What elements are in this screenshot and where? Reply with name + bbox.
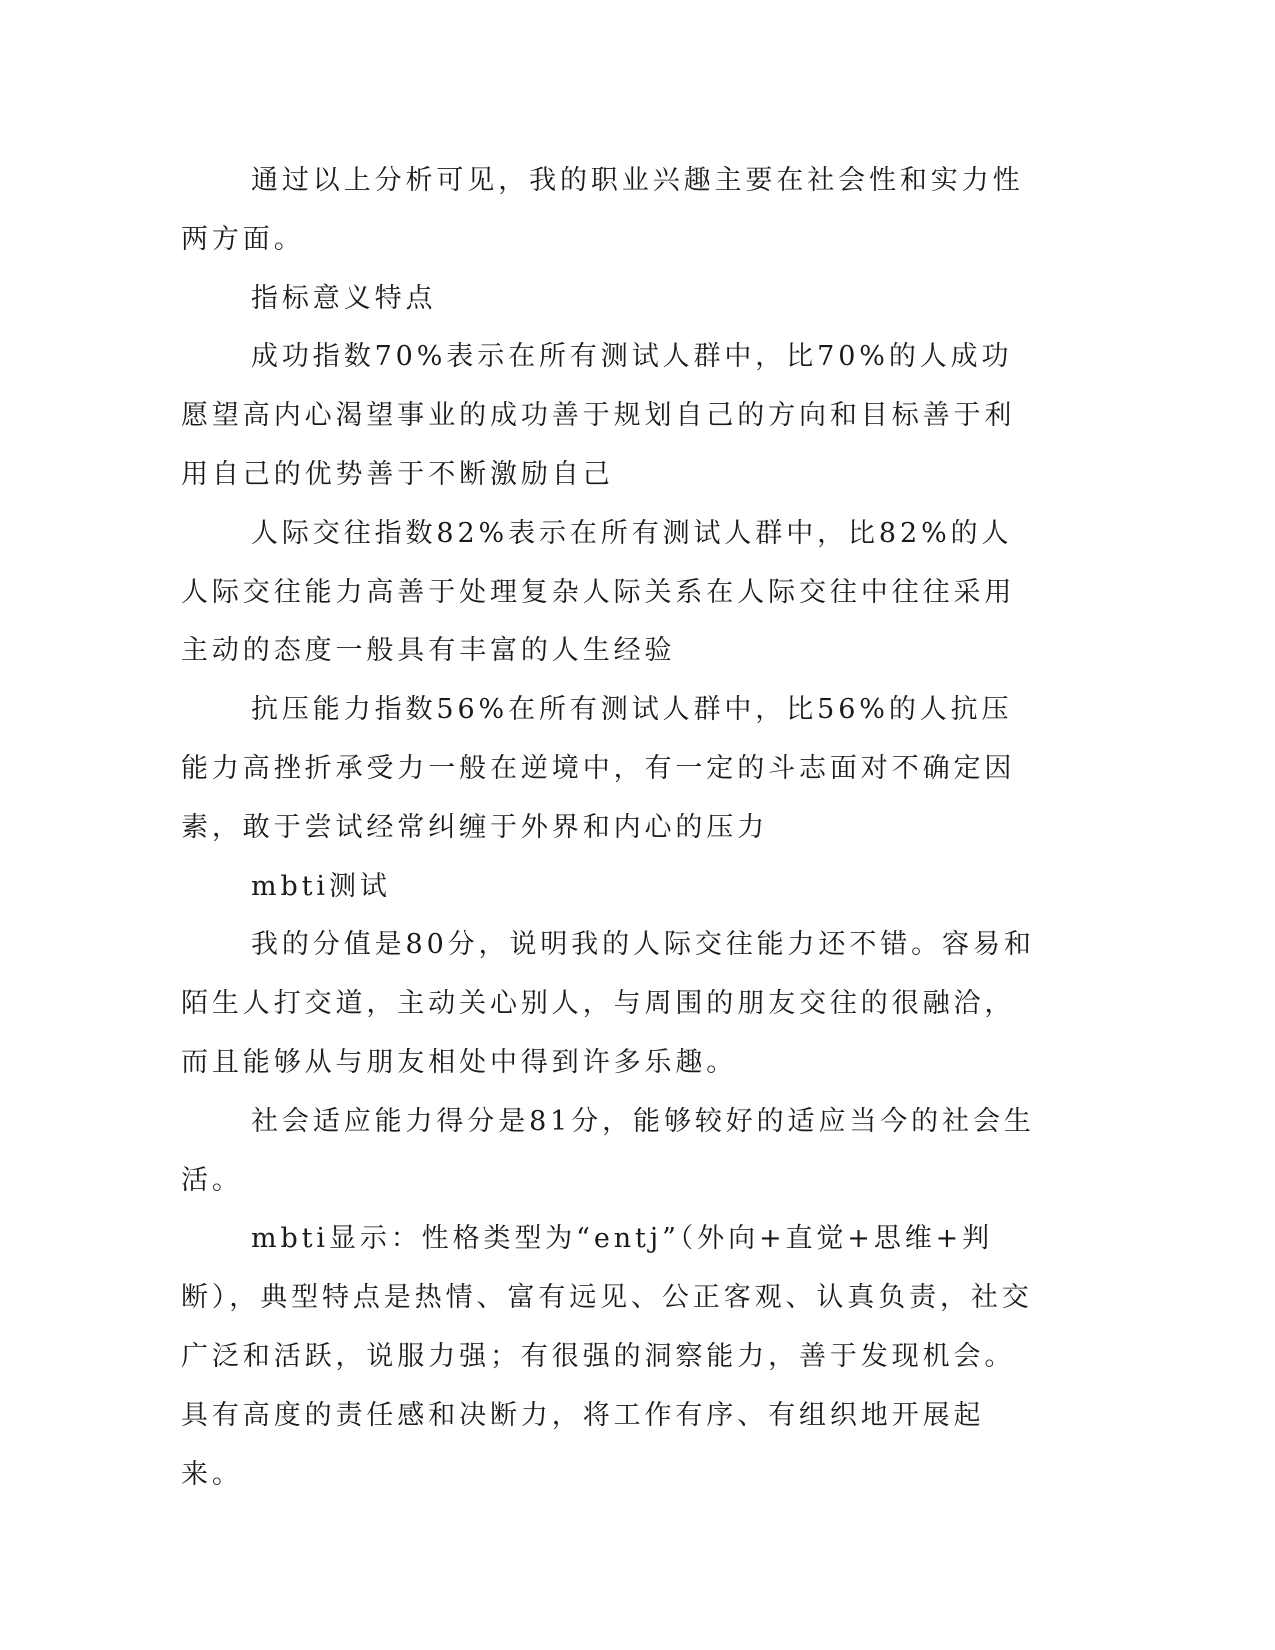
paragraph-interpersonal-score: 我的分值是80分，说明我的人际交往能力还不错。容易和陌生人打交道，主动关心别人，与周围的朋友交往的很融洽，而且能够从与朋友相处中得到许多乐趣。	[181, 929, 1035, 1078]
paragraph-mbti-personality-type: mbti显示：性格类型为“entj”（外向+直觉+思维+判断），典型特点是热情、富有远见、公正客观、认真负责，社交广泛和活跃，说服力强；有很强的洞察能力，善于发现机会。具有高度的责任感和决断力，将工作有序、有组织地开展起来。	[181, 1223, 1033, 1490]
paragraph-indicator-heading: 指标意义特点	[251, 282, 437, 314]
paragraph-career-interest-summary: 通过以上分析可见，我的职业兴趣主要在社会性和实力性两方面。	[181, 165, 1024, 255]
document-body	[181, 152, 1041, 1504]
paragraph-success-index: 成功指数70%表示在所有测试人群中，比70%的人成功愿望高内心渴望事业的成功善于规划自己的方向和目标善于利用自己的优势善于不断激励自己	[181, 341, 1016, 490]
paragraph-interpersonal-index: 人际交往指数82%表示在所有测试人群中，比82%的人人际交往能力高善于处理复杂人际关系在人际交往中往往采用主动的态度一般具有丰富的人生经验	[181, 517, 1016, 667]
paragraph-stress-resistance-index: 抗压能力指数56%在所有测试人群中，比56%的人抗压能力高挫折承受力一般在逆境中，有一定的斗志面对不确定因素，敢于尝试经常纠缠于外界和内心的压力	[181, 694, 1016, 843]
paragraph-mbti-heading: mbti测试	[251, 870, 391, 902]
paragraph-social-adaptation-score: 社会适应能力得分是81分，能够较好的适应当今的社会生活。	[181, 1105, 1035, 1196]
